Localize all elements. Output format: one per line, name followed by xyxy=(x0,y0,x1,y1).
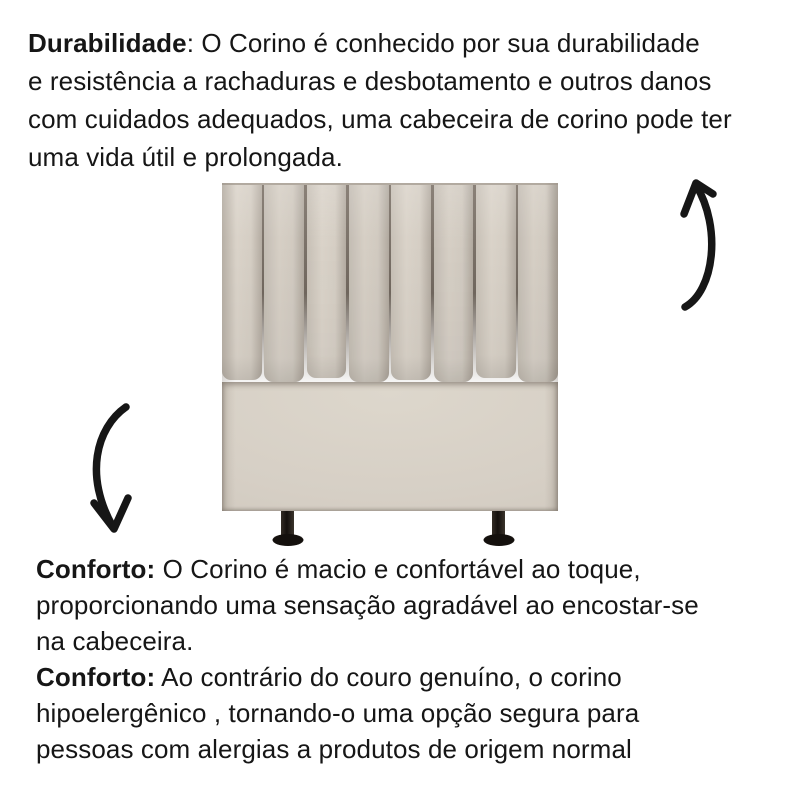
paragraph-line: na cabeceira. xyxy=(36,626,194,656)
headboard-photo xyxy=(222,183,558,553)
upholstery-panel xyxy=(349,185,389,382)
paragraph-line: proporcionando uma sensação agradável ao encostar-se xyxy=(36,590,699,620)
comfort-paragraphs xyxy=(36,551,699,767)
paragraph-line: uma vida útil e prolongada. xyxy=(28,142,343,172)
upholstery-panel xyxy=(264,185,304,382)
paragraph-line: pessoas com alergias a produtos de origem normal xyxy=(36,734,632,764)
upholstery-panel xyxy=(307,185,347,378)
durability-line1: : O Corino é conhecido por sua durabilidade xyxy=(186,28,700,58)
comfort-hypo-heading: Conforto: xyxy=(36,662,156,692)
down-arrow-icon xyxy=(82,402,136,538)
headboard-apron xyxy=(222,382,558,511)
paragraph-line xyxy=(36,659,699,695)
durability-paragraph xyxy=(28,24,732,176)
paragraph-line: e resistência a rachaduras e desbotamento e outros danos xyxy=(28,66,712,96)
upholstery-panel xyxy=(476,185,516,378)
headboard-foot-left xyxy=(281,511,294,539)
comfort-touch-line1: O Corino é macio e confortável ao toque, xyxy=(155,554,641,584)
paragraph-line: com cuidados adequados, uma cabeceira de corino pode ter xyxy=(28,104,732,134)
headboard-panels xyxy=(222,183,558,382)
paragraph-line: hipoelergênico , tornando-o uma opção segura para xyxy=(36,698,640,728)
upholstery-panel xyxy=(222,185,262,380)
durability-heading: Durabilidade xyxy=(28,28,187,58)
paragraph-line xyxy=(28,24,732,62)
upholstery-panel xyxy=(434,185,474,382)
up-arrow-icon xyxy=(672,176,726,316)
upholstery-panel xyxy=(518,185,558,382)
comfort-touch-heading: Conforto: xyxy=(36,554,156,584)
paragraph-line xyxy=(36,551,699,587)
comfort-hypo-line1: Ao contrário do couro genuíno, o corino xyxy=(155,662,622,692)
upholstery-panel xyxy=(391,185,431,380)
headboard-foot-right xyxy=(492,511,505,539)
